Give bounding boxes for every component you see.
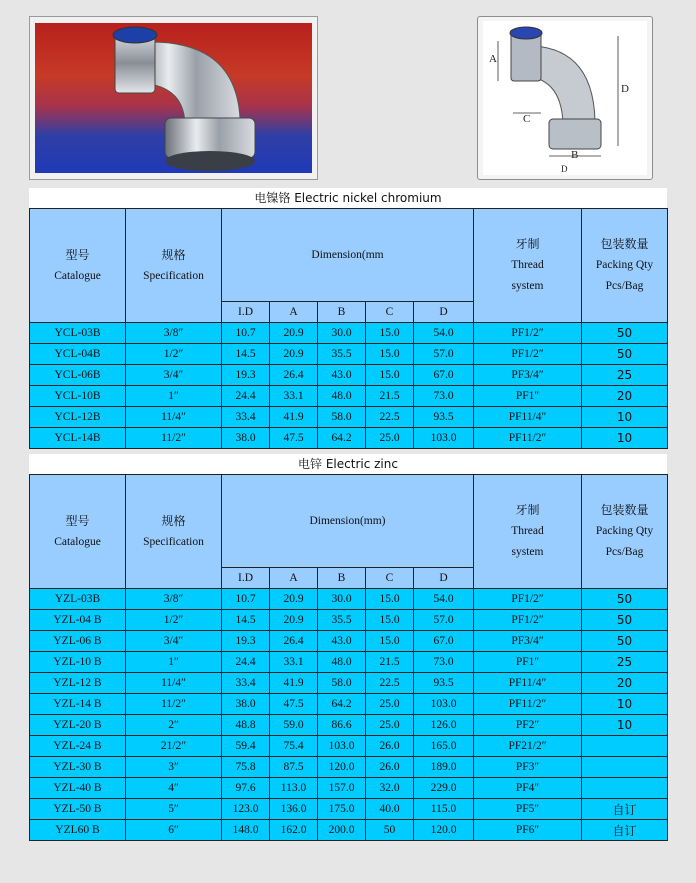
d-cell: 67.0 [414, 631, 474, 652]
packing-cell: 25 [582, 652, 668, 673]
d-cell: 57.0 [414, 610, 474, 631]
id-cell: 97.6 [222, 778, 270, 799]
sub-header-c: C [366, 302, 414, 323]
d-cell: 93.5 [414, 673, 474, 694]
id-cell: 123.0 [222, 799, 270, 820]
nickel-section [29, 188, 667, 449]
dim-label-d-bottom: D [561, 164, 568, 174]
d-cell: 93.5 [414, 407, 474, 428]
thread-cell: PF21/2″ [474, 736, 582, 757]
d-cell: 57.0 [414, 344, 474, 365]
thread-cell: PF1″ [474, 652, 582, 673]
a-cell: 87.5 [270, 757, 318, 778]
packing-cell: 10 [582, 715, 668, 736]
thread-system-header: 牙制 Thread system [474, 209, 582, 323]
spec-cell: 2″ [126, 715, 222, 736]
table-row [30, 365, 668, 386]
nickel-spec-table [29, 208, 668, 449]
d-cell: 103.0 [414, 428, 474, 449]
c-cell: 50 [366, 820, 414, 841]
packing-cell [582, 757, 668, 778]
a-cell: 47.5 [270, 694, 318, 715]
catalogue-cell: YCL-12B [30, 407, 126, 428]
catalogue-cell: YZL-14 B [30, 694, 126, 715]
elbow-dimension-icon [483, 21, 647, 175]
catalogue-cell: YZL-03B [30, 589, 126, 610]
id-cell: 19.3 [222, 365, 270, 386]
dimension-diagram [483, 21, 647, 175]
b-cell: 48.0 [318, 652, 366, 673]
b-cell: 35.5 [318, 344, 366, 365]
d-cell: 73.0 [414, 386, 474, 407]
packing-cell: 20 [582, 386, 668, 407]
a-cell: 136.0 [270, 799, 318, 820]
dimension-header: Dimension(mm [222, 209, 474, 302]
d-cell: 189.0 [414, 757, 474, 778]
packing-qty-header: 包装数量 Packing Qty Pcs/Bag [582, 475, 668, 589]
c-cell: 32.0 [366, 778, 414, 799]
c-cell: 15.0 [366, 589, 414, 610]
elbow-connector-photo [35, 23, 312, 173]
catalogue-cell: YZL-04 B [30, 610, 126, 631]
thread-cell: PF11/4″ [474, 673, 582, 694]
spec-cell: 11/2″ [126, 694, 222, 715]
id-cell: 48.8 [222, 715, 270, 736]
b-cell: 200.0 [318, 820, 366, 841]
specification-header: 规格 Specification [126, 475, 222, 589]
sub-header-id: I.D [222, 302, 270, 323]
table-row [30, 610, 668, 631]
id-cell: 38.0 [222, 694, 270, 715]
packing-cell: 50 [582, 610, 668, 631]
d-cell: 126.0 [414, 715, 474, 736]
spec-cell: 3″ [126, 757, 222, 778]
id-cell: 148.0 [222, 820, 270, 841]
b-cell: 58.0 [318, 407, 366, 428]
c-cell: 15.0 [366, 365, 414, 386]
product-photo-frame [29, 16, 318, 180]
spec-cell: 3/8″ [126, 589, 222, 610]
table-row [30, 694, 668, 715]
table-row [30, 344, 668, 365]
table-row [30, 386, 668, 407]
table-row [30, 715, 668, 736]
packing-cell: 20 [582, 673, 668, 694]
table-row [30, 757, 668, 778]
table-row [30, 589, 668, 610]
c-cell: 26.0 [366, 757, 414, 778]
id-cell: 24.4 [222, 652, 270, 673]
table-row [30, 799, 668, 820]
dim-label-b: B [571, 149, 579, 161]
specification-header: 规格 Specification [126, 209, 222, 323]
dim-label-c: C [523, 113, 531, 125]
id-cell: 59.4 [222, 736, 270, 757]
spec-cell: 4″ [126, 778, 222, 799]
a-cell: 20.9 [270, 589, 318, 610]
b-cell: 43.0 [318, 631, 366, 652]
table-row [30, 778, 668, 799]
table-row [30, 736, 668, 757]
thread-cell: PF1/2″ [474, 344, 582, 365]
c-cell: 40.0 [366, 799, 414, 820]
id-cell: 33.4 [222, 407, 270, 428]
c-cell: 25.0 [366, 428, 414, 449]
d-cell: 103.0 [414, 694, 474, 715]
id-cell: 14.5 [222, 610, 270, 631]
spec-cell: 11/4″ [126, 407, 222, 428]
catalogue-cell: YZL-06 B [30, 631, 126, 652]
spec-cell: 1/2″ [126, 610, 222, 631]
packing-cell: 自订 [582, 799, 668, 820]
table-row [30, 652, 668, 673]
nickel-table-body [30, 323, 668, 449]
sub-header-d: D [414, 568, 474, 589]
b-cell: 35.5 [318, 610, 366, 631]
sub-header-id: I.D [222, 568, 270, 589]
catalogue-cell: YCL-06B [30, 365, 126, 386]
catalogue-header: 型号 Catalogue [30, 209, 126, 323]
d-cell: 54.0 [414, 323, 474, 344]
thread-cell: PF11/2″ [474, 428, 582, 449]
catalogue-cell: YZL60 B [30, 820, 126, 841]
thread-system-header: 牙制 Thread system [474, 475, 582, 589]
packing-cell: 50 [582, 631, 668, 652]
id-cell: 10.7 [222, 589, 270, 610]
zinc-table-body [30, 589, 668, 841]
spec-cell: 5″ [126, 799, 222, 820]
c-cell: 21.5 [366, 652, 414, 673]
a-cell: 41.9 [270, 407, 318, 428]
table-row [30, 631, 668, 652]
catalogue-cell: YCL-03B [30, 323, 126, 344]
zinc-section [29, 454, 667, 841]
dim-label-d: D [621, 83, 629, 95]
a-cell: 20.9 [270, 610, 318, 631]
spec-cell: 6″ [126, 820, 222, 841]
dim-label-a: A [489, 53, 497, 65]
catalogue-cell: YZL-12 B [30, 673, 126, 694]
d-cell: 165.0 [414, 736, 474, 757]
d-cell: 73.0 [414, 652, 474, 673]
spec-cell: 3/8″ [126, 323, 222, 344]
b-cell: 64.2 [318, 428, 366, 449]
a-cell: 59.0 [270, 715, 318, 736]
catalogue-cell: YZL-24 B [30, 736, 126, 757]
c-cell: 21.5 [366, 386, 414, 407]
spec-cell: 1″ [126, 652, 222, 673]
a-cell: 113.0 [270, 778, 318, 799]
id-cell: 38.0 [222, 428, 270, 449]
d-cell: 67.0 [414, 365, 474, 386]
id-cell: 14.5 [222, 344, 270, 365]
thread-cell: PF4″ [474, 778, 582, 799]
sub-header-c: C [366, 568, 414, 589]
packing-cell: 10 [582, 694, 668, 715]
packing-cell: 10 [582, 428, 668, 449]
spec-cell: 11/4″ [126, 673, 222, 694]
id-cell: 75.8 [222, 757, 270, 778]
b-cell: 120.0 [318, 757, 366, 778]
thread-cell: PF6″ [474, 820, 582, 841]
packing-cell: 自订 [582, 820, 668, 841]
thread-cell: PF2″ [474, 715, 582, 736]
packing-cell: 50 [582, 323, 668, 344]
b-cell: 30.0 [318, 589, 366, 610]
c-cell: 15.0 [366, 323, 414, 344]
spec-cell: 21/2″ [126, 736, 222, 757]
d-cell: 54.0 [414, 589, 474, 610]
table-row [30, 323, 668, 344]
spec-cell: 1″ [126, 386, 222, 407]
elbow-connector-icon [35, 23, 312, 173]
d-cell: 115.0 [414, 799, 474, 820]
thread-cell: PF5″ [474, 799, 582, 820]
thread-cell: PF3/4″ [474, 631, 582, 652]
thread-cell: PF1″ [474, 386, 582, 407]
b-cell: 43.0 [318, 365, 366, 386]
sub-header-b: B [318, 568, 366, 589]
a-cell: 75.4 [270, 736, 318, 757]
table-row [30, 820, 668, 841]
c-cell: 25.0 [366, 715, 414, 736]
a-cell: 26.4 [270, 631, 318, 652]
catalogue-cell: YCL-14B [30, 428, 126, 449]
sub-header-d: D [414, 302, 474, 323]
table-row [30, 407, 668, 428]
thread-cell: PF11/4″ [474, 407, 582, 428]
packing-cell [582, 778, 668, 799]
packing-cell [582, 736, 668, 757]
a-cell: 41.9 [270, 673, 318, 694]
catalogue-cell: YZL-40 B [30, 778, 126, 799]
a-cell: 20.9 [270, 344, 318, 365]
a-cell: 33.1 [270, 386, 318, 407]
a-cell: 47.5 [270, 428, 318, 449]
table-row [30, 673, 668, 694]
a-cell: 26.4 [270, 365, 318, 386]
thread-cell: PF11/2″ [474, 694, 582, 715]
c-cell: 15.0 [366, 610, 414, 631]
id-cell: 19.3 [222, 631, 270, 652]
d-cell: 120.0 [414, 820, 474, 841]
thread-cell: PF1/2″ [474, 589, 582, 610]
thread-cell: PF3/4″ [474, 365, 582, 386]
catalogue-header: 型号 Catalogue [30, 475, 126, 589]
spec-cell: 11/2″ [126, 428, 222, 449]
id-cell: 10.7 [222, 323, 270, 344]
packing-cell: 10 [582, 407, 668, 428]
c-cell: 25.0 [366, 694, 414, 715]
b-cell: 58.0 [318, 673, 366, 694]
packing-cell: 25 [582, 365, 668, 386]
sub-header-a: A [270, 568, 318, 589]
thread-cell: PF3″ [474, 757, 582, 778]
id-cell: 24.4 [222, 386, 270, 407]
b-cell: 64.2 [318, 694, 366, 715]
a-cell: 20.9 [270, 323, 318, 344]
catalogue-cell: YCL-10B [30, 386, 126, 407]
a-cell: 162.0 [270, 820, 318, 841]
packing-cell: 50 [582, 589, 668, 610]
spec-cell: 3/4″ [126, 365, 222, 386]
c-cell: 15.0 [366, 631, 414, 652]
c-cell: 22.5 [366, 673, 414, 694]
c-cell: 22.5 [366, 407, 414, 428]
nickel-section-title: 电镍铬 Electric nickel chromium [254, 191, 442, 205]
c-cell: 15.0 [366, 344, 414, 365]
catalogue-cell: YZL-50 B [30, 799, 126, 820]
b-cell: 103.0 [318, 736, 366, 757]
packing-qty-header: 包装数量 Packing Qty Pcs/Bag [582, 209, 668, 323]
catalogue-cell: YCL-04B [30, 344, 126, 365]
b-cell: 30.0 [318, 323, 366, 344]
b-cell: 48.0 [318, 386, 366, 407]
catalogue-cell: YZL-10 B [30, 652, 126, 673]
d-cell: 229.0 [414, 778, 474, 799]
thread-cell: PF1/2″ [474, 610, 582, 631]
thread-cell: PF1/2″ [474, 323, 582, 344]
zinc-spec-table [29, 474, 668, 841]
table-row [30, 428, 668, 449]
packing-cell: 50 [582, 344, 668, 365]
sub-header-a: A [270, 302, 318, 323]
b-cell: 157.0 [318, 778, 366, 799]
b-cell: 175.0 [318, 799, 366, 820]
id-cell: 33.4 [222, 673, 270, 694]
dimension-header: Dimension(mm) [222, 475, 474, 568]
catalogue-cell: YZL-20 B [30, 715, 126, 736]
a-cell: 33.1 [270, 652, 318, 673]
c-cell: 26.0 [366, 736, 414, 757]
spec-cell: 1/2″ [126, 344, 222, 365]
spec-cell: 3/4″ [126, 631, 222, 652]
b-cell: 86.6 [318, 715, 366, 736]
sub-header-b: B [318, 302, 366, 323]
zinc-section-title: 电锌 Electric zinc [298, 457, 398, 471]
catalogue-cell: YZL-30 B [30, 757, 126, 778]
dimension-diagram-frame [477, 16, 653, 180]
